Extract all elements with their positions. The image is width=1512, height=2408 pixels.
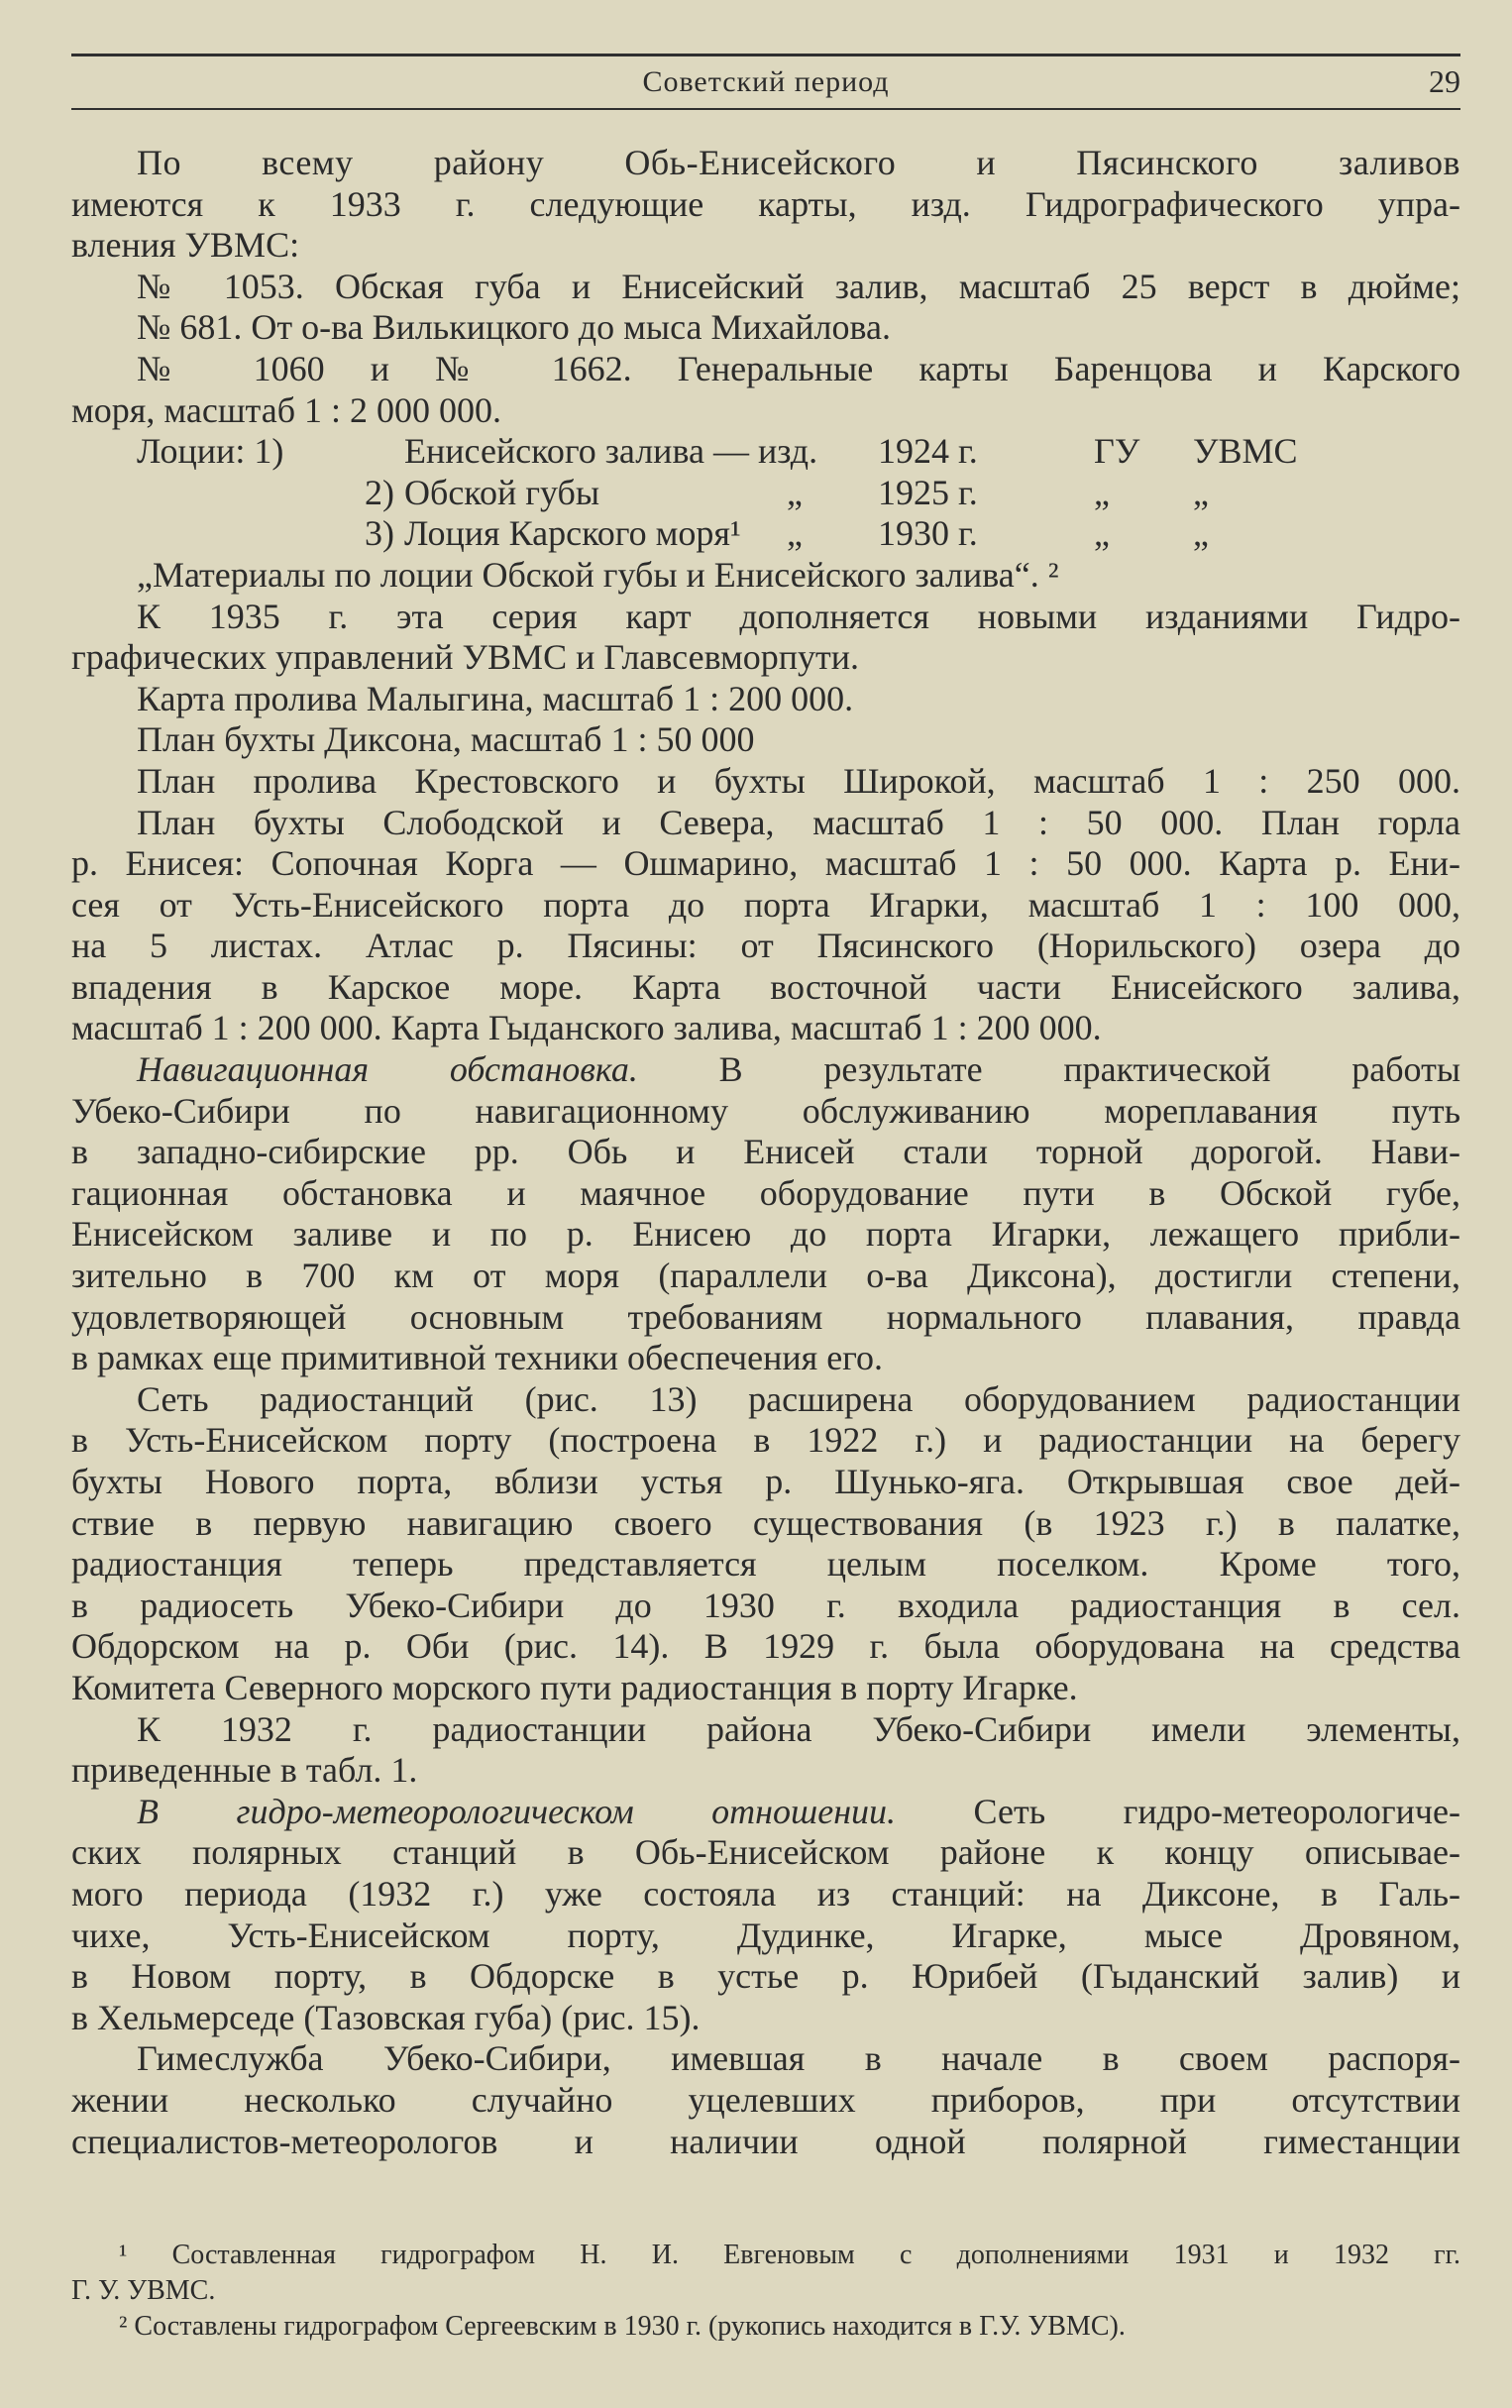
pilot-year: 1930 г. bbox=[878, 513, 978, 554]
footnote-mark: ¹ bbox=[119, 2240, 128, 2270]
text-line: План пролива Крестовского и бухты Широкой, масштаб 1 : 250 000. bbox=[137, 760, 1460, 801]
text-line: на 5 листах. Атлас р. Пясины: от Пясинского (Норильского) озера до bbox=[71, 926, 1460, 966]
text-line: р. Енисея: Сопочная Корга — Ошмарино, масштаб 1 : 50 000. Карта р. Ени- bbox=[71, 843, 1460, 884]
map-item: № 681. От о-ва Вилькицкого до мыса Михайлова. bbox=[137, 307, 891, 348]
pilot-year: 1924 г. bbox=[878, 431, 978, 472]
text-line: в рамках еще примитивной техники обеспечения его. bbox=[71, 1338, 884, 1378]
text-run: В результате практической работы bbox=[637, 1049, 1460, 1090]
text-line: чихе, Усть-Енисейском порту, Дудинке, Игарке, мысе Дровяном, bbox=[71, 1915, 1460, 1955]
text-line: К 1935 г. эта серия карт дополняется новыми изданиями Гидро- bbox=[137, 596, 1460, 636]
footnote-text: Составленная гидрографом Н. И. Евгеновым с дополнениями 1931 и 1932 гг. bbox=[171, 2240, 1460, 2270]
header-rule-bottom bbox=[71, 108, 1460, 110]
text-line: Карта пролива Малыгина, масштаб 1 : 200 000. bbox=[137, 678, 854, 718]
text-line: радиостанция теперь представляется целым поселком. Кроме того, bbox=[71, 1544, 1460, 1585]
text-line: впадения в Карское море. Карта восточной части Енисейского залива, bbox=[71, 966, 1460, 1007]
footnote-continuation: Г. У. УВМС. bbox=[71, 2275, 216, 2306]
footnote-text: Составлены гидрографом Сергеевским в 1930 г. (рукопись находится в Г.У. УВМС). bbox=[134, 2311, 1126, 2342]
text-line: в Усть-Енисейском порту (построена в 1922 г.) и радиостанции на берегу bbox=[71, 1420, 1460, 1461]
text-line: гационная обстановка и маячное оборудование пути в Обской губе, bbox=[71, 1172, 1460, 1213]
text-line: ствие в первую навигацию своего существования (в 1923 г.) в палатке, bbox=[71, 1502, 1460, 1543]
pilot-pub: ГУ bbox=[1094, 431, 1140, 472]
section-heading: В гидро-метеорологическом отношении. bbox=[137, 1791, 897, 1831]
text-line: К 1932 г. радиостанции района Убеко-Сибири имели элементы, bbox=[137, 1708, 1460, 1749]
text-line bbox=[71, 1792, 1460, 1833]
pilot-org: „ bbox=[1193, 513, 1209, 554]
text-line: Гимеслужба Убеко-Сибири, имевшая в начале в своем распоря- bbox=[137, 2038, 1460, 2079]
text-line: Убеко-Сибири по навигационному обслуживанию мореплавания путь bbox=[71, 1090, 1460, 1131]
pilot-num: 2) bbox=[365, 472, 394, 512]
map-item: моря, масштаб 1 : 2 000 000. bbox=[71, 389, 502, 430]
text-line: зительно в 700 км от моря (параллели о-ва Диксона), достигли степени, bbox=[71, 1256, 1460, 1296]
text-line: вления УВМС: bbox=[71, 225, 300, 266]
pilot-year: 1925 г. bbox=[878, 472, 978, 512]
text-line: Енисейском заливе и по р. Енисею до порта Игарки, лежащего прибли- bbox=[71, 1214, 1460, 1255]
pilot-name: Обской губы bbox=[404, 472, 600, 512]
pilot-ditto: „ bbox=[787, 513, 803, 554]
text-line: мого периода (1932 г.) уже состояла из станций: на Диксоне, в Галь- bbox=[71, 1873, 1460, 1914]
text-line: графических управлений УВМС и Главсевморпути. bbox=[71, 637, 860, 678]
text-line: ских полярных станций в Обь-Енисейском районе к концу описывае- bbox=[71, 1832, 1460, 1873]
map-item: № 1053. Обская губа и Енисейский залив, масштаб 25 верст в дюйме; bbox=[137, 266, 1460, 306]
pilot-org: УВМС bbox=[1193, 431, 1298, 472]
text-line bbox=[71, 1049, 1460, 1091]
text-line: „Материалы по лоции Обской губы и Енисейского залива“. ² bbox=[137, 554, 1059, 595]
text-line: По всему району Обь-Енисейского и Пясинского заливов bbox=[137, 143, 1460, 182]
text-line: в Новом порту, в Обдорске в устье р. Юрибей (Гыданский залив) и bbox=[71, 1956, 1460, 1997]
pilot-num: 1) bbox=[254, 431, 284, 472]
text-line: Сеть радиостанций (рис. 13) расширена оборудованием радиостанции bbox=[137, 1378, 1460, 1419]
section-heading: Навигационная обстановка. bbox=[137, 1049, 638, 1090]
pilot-label: Лоции: bbox=[137, 431, 246, 472]
text-line: в радиосеть Убеко-Сибири до 1930 г. входила радиостанция в сел. bbox=[71, 1585, 1460, 1625]
footnote bbox=[71, 2238, 1460, 2273]
header-rule-top bbox=[71, 54, 1460, 56]
text-line: План бухты Слободской и Севера, масштаб 1 : 50 000. План горла bbox=[137, 802, 1460, 842]
footnotes bbox=[71, 2238, 1460, 2345]
body-text bbox=[71, 143, 1460, 2162]
text-line: специалистов-метеорологов и наличии одной полярной гиместанции bbox=[71, 2121, 1460, 2161]
running-title: Советский период bbox=[642, 65, 890, 98]
text-line: сея от Усть-Енисейского порта до порта Игарки, масштаб 1 : 100 000, bbox=[71, 884, 1460, 925]
text-line: Обдорском на р. Оби (рис. 14). В 1929 г. была оборудована на средства bbox=[71, 1626, 1460, 1667]
text-line: бухты Нового порта, вблизи устья р. Шунько-яга. Открывшая свое дей- bbox=[71, 1462, 1460, 1501]
text-line: в Хельмерседе (Тазовская губа) (рис. 15). bbox=[71, 1997, 701, 2037]
footnote bbox=[71, 2309, 1460, 2345]
running-header bbox=[71, 61, 1460, 107]
text-line: имеются к 1933 г. следующие карты, изд. Гидрографического упра- bbox=[71, 183, 1460, 224]
text-line: в западно-сибирские рр. Обь и Енисей стали торной дорогой. Нави- bbox=[71, 1132, 1460, 1172]
pilot-row bbox=[71, 513, 1460, 555]
text-line: удовлетворяющей основным требованиям нормального плавания, правда bbox=[71, 1296, 1460, 1337]
map-item: № 1060 и № 1662. Генеральные карты Баренцова и Карского bbox=[137, 348, 1460, 388]
pilot-row bbox=[71, 473, 1460, 514]
pilot-row bbox=[71, 431, 1460, 473]
pilot-name: Енисейского залива — изд. bbox=[404, 431, 818, 472]
footnote-mark: ² bbox=[119, 2311, 128, 2342]
pilot-ditto: „ bbox=[787, 472, 803, 512]
page-number: 29 bbox=[1429, 63, 1460, 99]
pilot-num: 3) bbox=[365, 513, 394, 554]
pilot-pub: „ bbox=[1094, 513, 1110, 554]
text-run: Сеть гидро-метеорологиче- bbox=[896, 1791, 1460, 1831]
text-line: План бухты Диксона, масштаб 1 : 50 000 bbox=[137, 719, 755, 760]
text-line: жении несколько случайно уцелевших приборов, при отсутствии bbox=[71, 2079, 1460, 2120]
pilot-pub: „ bbox=[1094, 472, 1110, 512]
text-line: приведенные в табл. 1. bbox=[71, 1750, 418, 1791]
text-line: масштаб 1 : 200 000. Карта Гыданского залива, масштаб 1 : 200 000. bbox=[71, 1008, 1102, 1048]
pilot-name: Лоция Карского моря¹ bbox=[404, 513, 741, 554]
pilot-org: „ bbox=[1193, 472, 1209, 512]
text-line: Комитета Северного морского пути радиостанция в порту Игарке. bbox=[71, 1667, 1078, 1707]
